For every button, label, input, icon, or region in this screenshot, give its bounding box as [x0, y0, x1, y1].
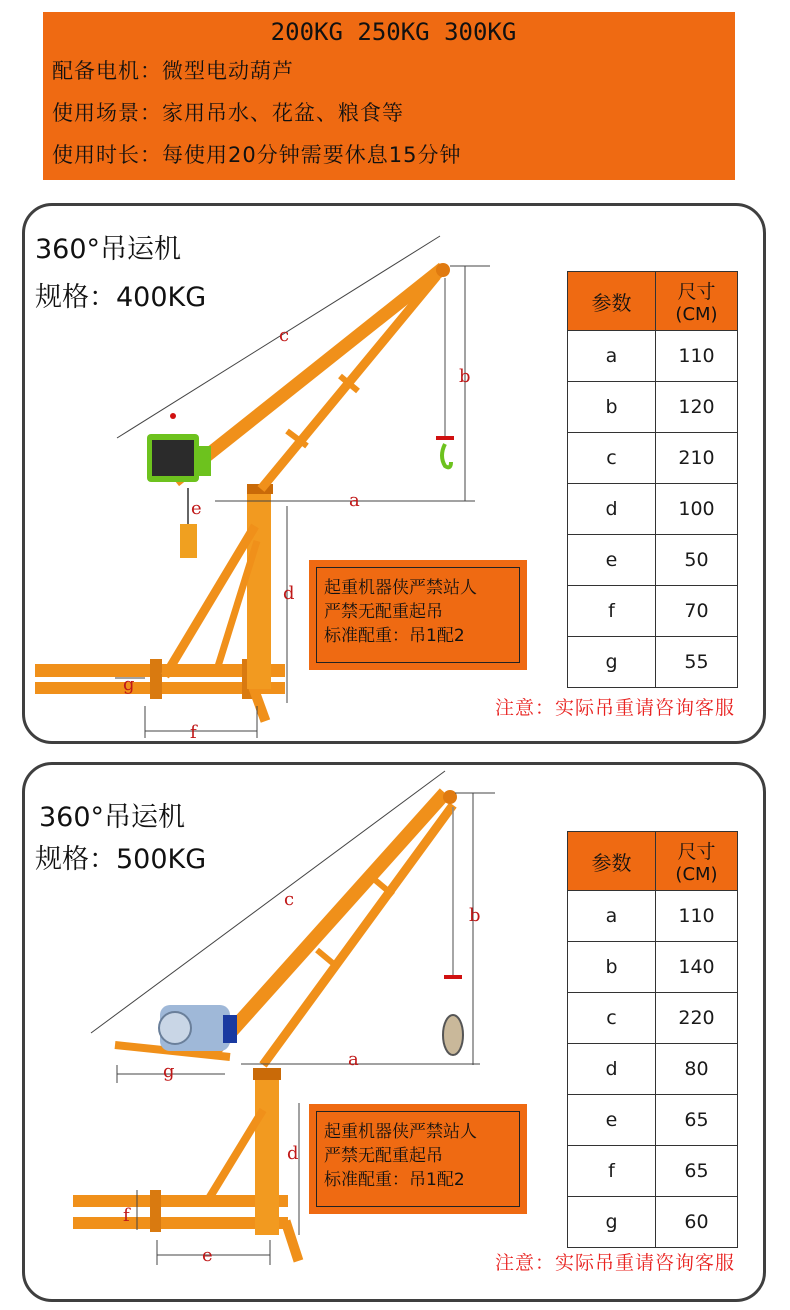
panel-spec: 规格：500KG [35, 844, 207, 875]
row-value: 100 [656, 484, 738, 535]
dim-label-d: d [283, 583, 295, 604]
row-value: 220 [656, 993, 738, 1044]
warning-line: 严禁无配重起吊 [324, 1146, 443, 1166]
row-value: 110 [656, 331, 738, 382]
warning-line: 起重机器侠严禁站人 [324, 1122, 477, 1142]
row-value: 65 [656, 1095, 738, 1146]
crane-panel-400kg [22, 203, 766, 744]
crane-panel-500kg [22, 762, 766, 1302]
header-param: 参数 [568, 272, 656, 331]
dim-label-a: a [349, 490, 360, 511]
dim-label-e: e [202, 1245, 213, 1266]
spec-banner [43, 12, 735, 180]
row-value: 140 [656, 942, 738, 993]
row-value: 50 [656, 535, 738, 586]
warning-line: 严禁无配重起吊 [324, 602, 443, 622]
row-value: 210 [656, 433, 738, 484]
row-value: 55 [656, 637, 738, 688]
row-key: e [568, 535, 656, 586]
dim-label-d: d [287, 1143, 299, 1164]
dim-label-b: b [469, 905, 481, 926]
row-key: g [568, 1197, 656, 1248]
row-key: d [568, 484, 656, 535]
panel-title: 360°吊运机 [39, 802, 186, 833]
safety-warning-box [309, 1104, 527, 1214]
dim-label-f: f [190, 722, 197, 743]
header-param: 参数 [568, 832, 656, 891]
capacity-line: 200KG 250KG 300KG [270, 18, 517, 46]
dim-label-a: a [348, 1049, 359, 1070]
crane-diagram-500kg [25, 765, 565, 1305]
dim-label-b: b [459, 366, 471, 387]
warning-line: 标准配重：吊1配2 [324, 626, 465, 646]
row-value: 80 [656, 1044, 738, 1095]
row-key: f [568, 1146, 656, 1197]
row-value: 60 [656, 1197, 738, 1248]
row-key: a [568, 891, 656, 942]
dim-label-c: c [279, 325, 290, 346]
safety-warning-box [309, 560, 527, 670]
row-key: g [568, 637, 656, 688]
dimension-table [567, 271, 738, 688]
usage-line: 使用场景：家用吊水、花盆、粮食等 [52, 101, 404, 125]
panel-title: 360°吊运机 [35, 234, 182, 265]
row-key: c [568, 433, 656, 484]
row-value: 65 [656, 1146, 738, 1197]
header-size: 尺寸 (CM) [656, 832, 738, 891]
warning-line: 起重机器侠严禁站人 [324, 578, 477, 598]
dim-label-e: e [191, 498, 202, 519]
row-key: b [568, 942, 656, 993]
row-value: 120 [656, 382, 738, 433]
dim-label-g: g [163, 1061, 175, 1082]
row-key: a [568, 331, 656, 382]
panel-spec: 规格：400KG [35, 282, 207, 313]
dim-label-f: f [123, 1205, 130, 1226]
customer-service-note: 注意：实际吊重请咨询客服 [494, 1252, 735, 1274]
warning-line: 标准配重：吊1配2 [324, 1170, 465, 1190]
row-key: c [568, 993, 656, 1044]
motor-line: 配备电机：微型电动葫芦 [52, 59, 294, 83]
dim-label-g: g [123, 674, 135, 695]
row-key: b [568, 382, 656, 433]
row-key: e [568, 1095, 656, 1146]
row-value: 110 [656, 891, 738, 942]
header-size: 尺寸 (CM) [656, 272, 738, 331]
row-key: f [568, 586, 656, 637]
row-key: d [568, 1044, 656, 1095]
dimension-table [567, 831, 738, 1248]
duration-line: 使用时长：每使用20分钟需要休息15分钟 [52, 143, 462, 167]
dim-label-c: c [284, 889, 295, 910]
customer-service-note: 注意：实际吊重请咨询客服 [494, 697, 735, 719]
row-value: 70 [656, 586, 738, 637]
